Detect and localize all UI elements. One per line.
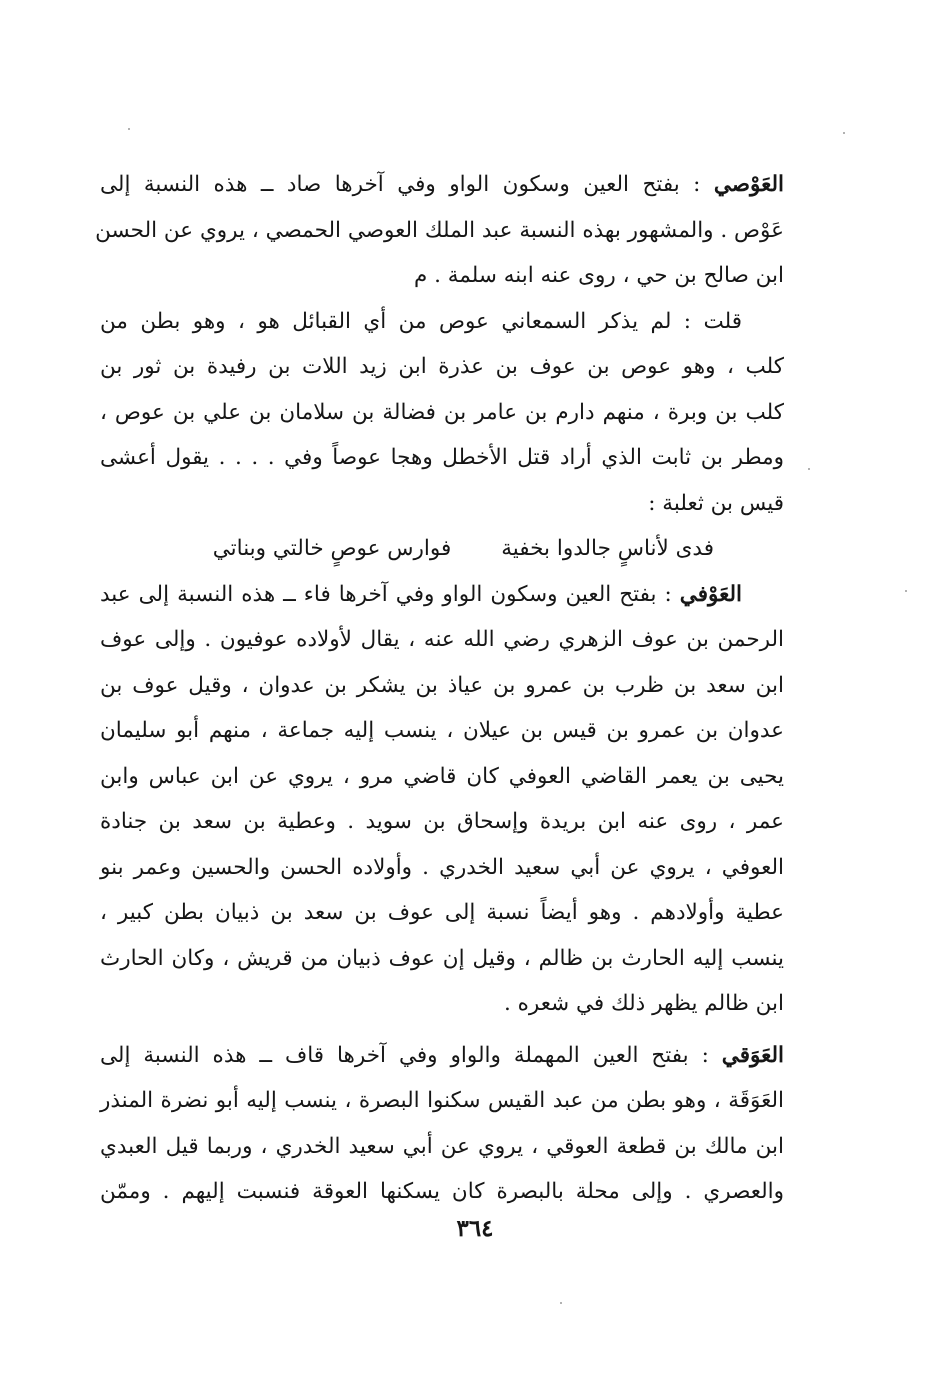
scan-speck <box>905 590 907 592</box>
text-line: ابن سعد بن ظرب بن عمرو بن عياذ بن يشكر بن عدوان ، وقيل عوف بن <box>100 672 784 698</box>
text-line: يحيى بن يعمر القاضي العوفي كان قاضي مرو ، يروي عن ابن عباس وابن <box>100 763 784 789</box>
text-line: عطية وأولادهم . وهو أيضاً نسبة إلى عوف بن سعد بن ذبيان بطن كبير ، <box>100 900 784 925</box>
text-line: ابن ظالم يظهر ذلك في شعره . <box>503 991 784 1016</box>
text-line: ينسب إليه الحارث بن ظالم ، وقيل إن عوف ذبيان من قريش ، وكان الحارث <box>100 945 784 971</box>
text-line: كلب ، وهو عوص بن عوف بن عذرة ابن زيد اللات بن رفيدة بن ثور بن <box>100 354 784 379</box>
text-line: كلب بن وبرة ، منهم دارم بن عامر بن فضالة بن سلامان بن علي بن عوص ، <box>100 399 784 425</box>
entry-text: : بفتح العين المهملة والواو وفي آخرها قاف ــ هذه النسبة إلى <box>100 1042 722 1068</box>
text-line: والعصري . وإلى محلة بالبصرة كان يسكنها العوقة فنسبت إليهم . وممّن <box>100 1179 784 1204</box>
scan-speck <box>560 1302 562 1304</box>
text-line <box>100 1033 784 1079</box>
text-line <box>100 572 784 618</box>
entry-headword: العَوَقي <box>721 1042 784 1068</box>
text-line: العوفي ، يروي عن أبي سعيد الخدري . وأولاده الحسن والحسين وعمر بنو <box>100 854 784 880</box>
text-line: ومطر بن ثابت الذي أراد قتل الأخطل وهجا عوصاً وفي . . . . يقول أعشى <box>100 445 784 470</box>
page-body <box>95 162 784 1215</box>
scan-speck <box>128 128 130 130</box>
entry-headword: العَوْفي <box>679 581 742 607</box>
verse-first-hemistich: فدى لأناسٍ جالدوا بخفية <box>501 536 714 561</box>
text-line: عمر ، روى عنه ابن بريدة وإسحاق بن سويد . وعطية بن سعد بن جنادة <box>100 809 784 834</box>
page-number: ٣٦٤ <box>456 1215 494 1242</box>
entry-headword: العَوْصي <box>713 172 784 197</box>
scan-speck <box>843 132 845 134</box>
text-line: قلت : لم يذكر السمعاني عوص من أي القبائل هو ، وهو بطن من <box>100 308 742 334</box>
scan-speck <box>808 468 810 470</box>
text-line: عَوْص . والمشهور بهذه النسبة عبد الملك العوصي الحمصي ، يروي عن الحسن <box>95 217 784 243</box>
verse-second-hemistich: فوارس عوصٍ خالتي وبناتي <box>212 536 452 561</box>
entry-text: : بفتح العين وسكون الواو وفي آخرها صاد ــ هذه النسبة إلى <box>100 172 714 197</box>
text-line: ابن صالح بن حي ، روى عنه ابنه سلمة . م <box>413 263 784 288</box>
text-line: ابن مالك بن قطعة العوقي ، يروي عن أبي سعيد الخدري ، وربما قيل العبدي <box>100 1133 784 1159</box>
entry-text: : بفتح العين وسكون الواو وفي آخرها فاء ــ هذه النسبة إلى عبد <box>100 581 680 607</box>
text-line: الرحمن بن عوف الزهري رضي الله عنه ، يقال لأولاده عوفيون . وإلى عوف <box>100 627 784 652</box>
text-line: عدوان بن عمرو بن قيس بن عيلان ، ينسب إليه جماعة ، منهم أبو سليمان <box>100 718 784 743</box>
text-line: قيس بن ثعلبة : <box>648 490 784 516</box>
text-line <box>100 162 784 208</box>
text-line: العَوَقَة ، وهو بطن من عبد القيس سكنوا البصرة ، ينسب إليه أبو نضرة المنذر <box>100 1088 784 1113</box>
verse-line <box>100 526 784 572</box>
